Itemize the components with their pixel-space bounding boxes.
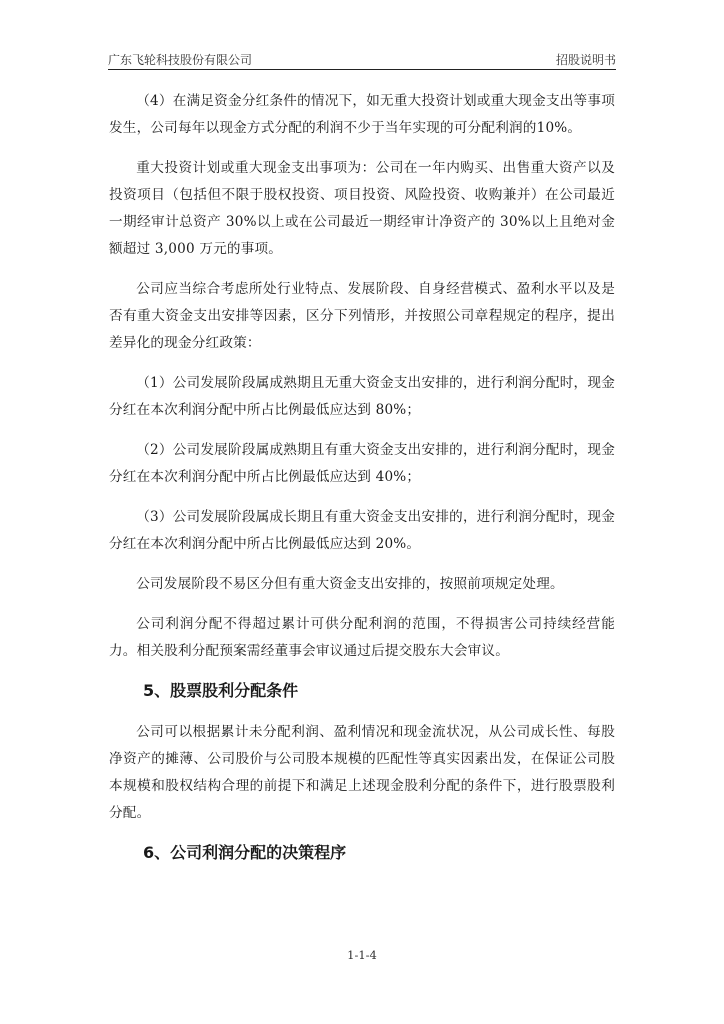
paragraph: 公司利润分配不得超过累计可供分配利润的范围，不得损害公司持续经营能力。相关股利分配预案需经董事会审议通过后提交股东大会审议。	[109, 616, 615, 659]
paragraph: 重大投资计划或重大现金支出事项为：公司在一年内购买、出售重大资产以及投资项目（包括但不限于股权投资、项目投资、风险投资、收购兼并）在公司最近一期经审计总资产 30%以上或在公司最近一期经审计净资产的 30%以上且绝对金额超过 3,000 万元的事项。	[109, 160, 615, 257]
header-document-type: 招股说明书	[555, 52, 616, 67]
page-body	[109, 88, 615, 881]
section-heading-5: 5、股票股利分配条件	[143, 681, 299, 700]
paragraph: 公司发展阶段不易区分但有重大资金支出安排的，按照前项规定处理。	[136, 576, 564, 592]
paragraph: （4）在满足资金分红条件的情况下，如无重大投资计划或重大现金支出等事项发生，公司每年以现金方式分配的利润不少于当年实现的可分配利润的10%。	[109, 93, 615, 136]
paragraph: （3）公司发展阶段属成长期且有重大资金支出安排的，进行利润分配时，现金分红在本次利润分配中所占比例最低应达到 20%。	[109, 509, 615, 552]
header-company-name: 广东飞轮科技股份有限公司	[108, 52, 253, 67]
paragraph: （2）公司发展阶段属成熟期且有重大资金支出安排的，进行利润分配时，现金分红在本次利润分配中所占比例最低应达到 40%；	[109, 442, 615, 485]
page-header	[108, 50, 616, 68]
paragraph: （1）公司发展阶段属成熟期且无重大资金支出安排的，进行利润分配时，现金分红在本次利润分配中所占比例最低应达到 80%；	[109, 375, 615, 418]
page-number: 1-1-4	[347, 948, 377, 962]
header-divider	[108, 69, 616, 70]
paragraph: 公司应当综合考虑所处行业特点、发展阶段、自身经营模式、盈利水平以及是否有重大资金支出安排等因素，区分下列情形，并按照公司章程规定的程序，提出差异化的现金分红政策：	[109, 281, 615, 351]
paragraph: 公司可以根据累计未分配利润、盈利情况和现金流状况，从公司成长性、每股净资产的摊薄、公司股价与公司股本规模的匹配性等真实因素出发，在保证公司股本规模和股权结构合理的前提下和满足上述现金股利分配的条件下，进行股票股利分配。	[109, 724, 615, 821]
section-heading-6: 6、公司利润分配的决策程序	[143, 843, 347, 862]
